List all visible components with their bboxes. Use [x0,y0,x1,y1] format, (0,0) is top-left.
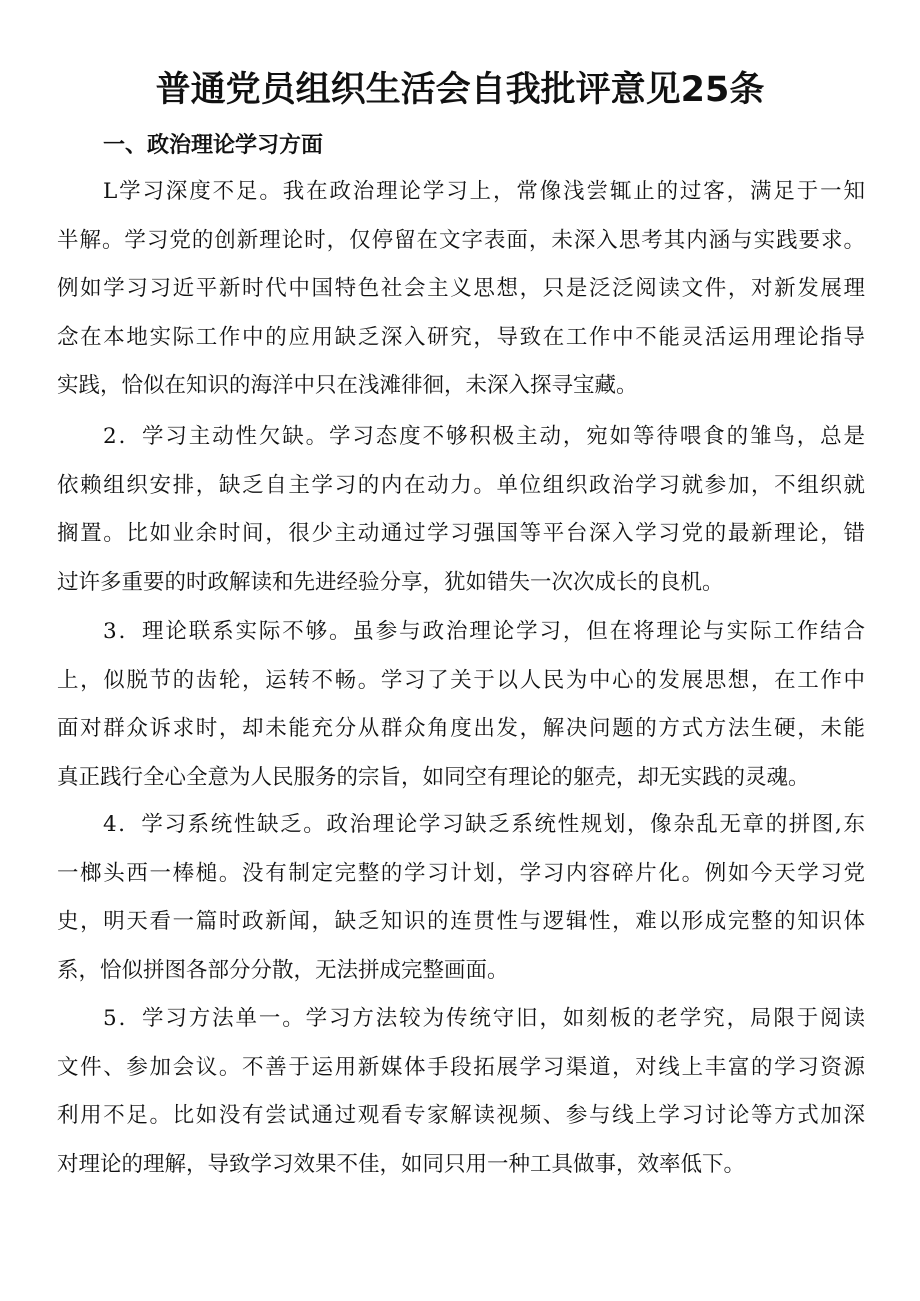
paragraph-line: 利用不足。比如没有尝试通过观看专家解读视频、参与线上学习讨论等方式加深 [57,1103,865,1128]
paragraph-line: 半解。学习党的创新理论时，仅停留在文字表面，未深入思考其内涵与实践要求。 [57,227,865,253]
paragraph-line: 实践，恰似在知识的海洋中只在浅滩徘徊，未深入探寻宝藏。 [57,373,638,398]
paragraph-line: 对理论的理解，导致学习效果不佳，如同只用一种工具做事，效率低下。 [57,1151,746,1177]
paragraph-line: L学习深度不足。我在政治理论学习上，常像浅尝辄止的过客，满足于一知 [103,179,865,204]
paragraph-line: 例如学习习近平新时代中国特色社会主义思想，只是泛泛阅读文件，对新发展理 [57,276,865,301]
paragraph-5 [57,995,865,1189]
paragraph-4 [57,801,865,995]
paragraph-line: 系，恰似拼图各部分分散，无法拼成完整画面。 [57,957,509,983]
paragraph-3 [57,608,865,802]
paragraph-line: 上，似脱节的齿轮，运转不畅。学习了关于以人民为中心的发展思想，在工作中 [57,667,865,693]
paragraph-line: 过许多重要的时政解读和先进经验分享，犹如错失一次次成长的良机。 [57,569,724,595]
paragraph-line: 5．学习方法单一。学习方法较为传统守旧，如刻板的老学究，局限于阅读 [103,1006,865,1031]
paragraph-2 [57,413,865,607]
section-heading: 一、政治理论学习方面 [103,133,324,158]
paragraph-1 [57,168,865,411]
paragraph-line: 史，明天看一篇时政新闻，缺乏知识的连贯性与逻辑性，难以形成完整的知识体 [57,909,865,934]
paragraph-line: 3．理论联系实际不够。虽参与政治理论学习，但在将理论与实际工作结合 [103,619,865,644]
paragraph-line: 面对群众诉求时，却未能充分从群众角度出发，解决问题的方式方法生硬，未能 [57,716,865,741]
document-title: 普通党员组织生活会自我批评意见25条 [155,70,765,110]
paragraph-line: 搁置。比如业余时间，很少主动通过学习强国等平台深入学习党的最新理论，错 [57,521,865,546]
paragraph-line: 文件、参加会议。不善于运用新媒体手段拓展学习渠道，对线上丰富的学习资源 [57,1054,865,1080]
paragraph-line: 4．学习系统性缺乏。政治理论学习缺乏系统性规划，像杂乱无章的拼图,东 [103,812,865,837]
paragraph-line: 依赖组织安排，缺乏自主学习的内在动力。单位组织政治学习就参加，不组织就 [57,472,865,498]
paragraph-line: 真正践行全心全意为人民服务的宗旨，如同空有理论的躯壳，却无实践的灵魂。 [57,764,810,790]
paragraph-line: 2．学习主动性欠缺。学习态度不够积极主动，宛如等待喂食的雏鸟，总是 [103,424,865,449]
paragraph-line: 念在本地实际工作中的应用缺乏深入研究，导致在工作中不能灵活运用理论指导 [57,324,865,350]
paragraph-line: 一榔头西一棒槌。没有制定完整的学习计划，学习内容碎片化。例如今天学习党 [57,860,865,886]
